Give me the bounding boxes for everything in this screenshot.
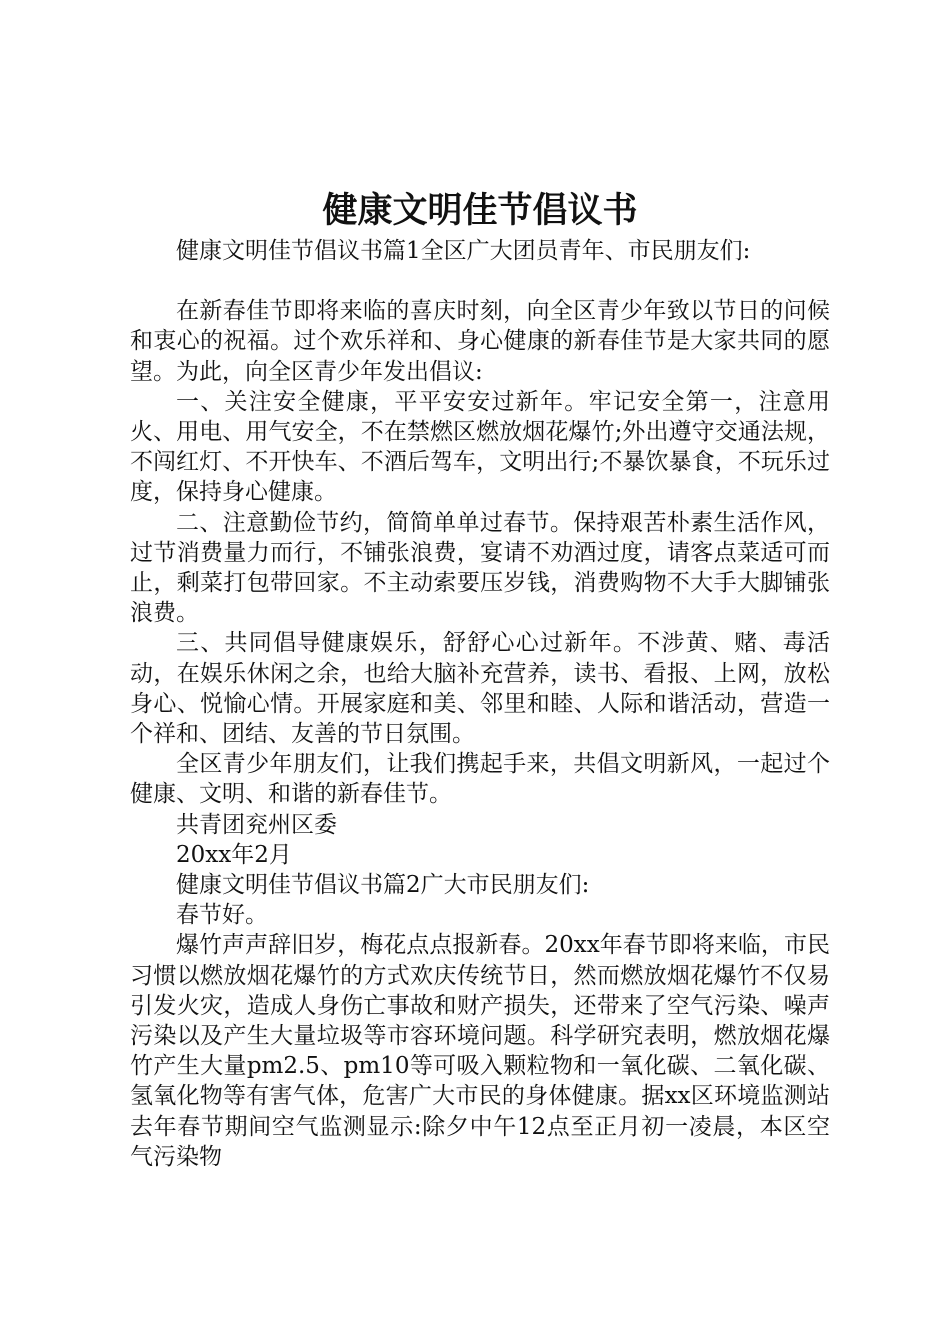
paragraph-closing: 全区青少年朋友们，让我们携起手来，共倡文明新风，一起过个健康、文明、和谐的新春佳节。	[130, 751, 830, 808]
paragraph-greeting-2: 健康文明佳节倡议书篇2广大市民朋友们:	[176, 872, 590, 899]
paragraph-proposal-1: 一、关注安全健康，平平安安过新年。牢记安全第一，注意用火、用电、用气安全，不在禁燃区燃放烟花爆竹;外出遵守交通法规，不闯红灯、不开快车、不酒后驾车，文明出行;不暴饮暴食，不玩乐过度，保持身心健康。	[130, 388, 830, 506]
signature-organization: 共青团兖州区委	[176, 811, 337, 838]
paragraph-body-2: 爆竹声声辞旧岁，梅花点点报新春。20xx年春节即将来临，市民习惯以燃放烟花爆竹的方式欢庆传统节日，然而燃放烟花爆竹不仅易引发火灾，造成人身伤亡事故和财产损失，还带来了空气污染、噪声污染以及产生大量垃圾等市容环境问题。科学研究表明，燃放烟花爆竹产生大量pm2.5、pm10等可吸入颗粒物和一氧化碳、二氧化碳、氢氧化物等有害气体，危害广大市民的身体健康。据xx区环境监测站去年春节期间空气监测显示:除夕中午12点至正月初一凌晨，本区空气污染物	[130, 932, 830, 1170]
paragraph-proposal-3: 三、共同倡导健康娱乐，舒舒心心过新年。不涉黄、赌、毒活动，在娱乐休闲之余，也给大脑补充营养，读书、看报、上网，放松身心、悦愉心情。开展家庭和美、邻里和睦、人际和谐活动，营造一个祥和、团结、友善的节日氛围。	[130, 630, 830, 748]
document-title: 健康文明佳节倡议书	[322, 191, 638, 231]
signature-date: 20xx年2月	[176, 841, 292, 868]
blank-line	[130, 266, 830, 296]
paragraph-salutation: 春节好。	[176, 902, 268, 929]
paragraph-intro: 在新春佳节即将来临的喜庆时刻，向全区青少年致以节日的问候和衷心的祝福。过个欢乐祥和、身心健康的新春佳节是大家共同的愿望。为此，向全区青少年发出倡议:	[130, 298, 830, 385]
paragraph-proposal-2: 二、注意勤俭节约，简简单单过春节。保持艰苦朴素生活作风，过节消费量力而行，不铺张浪费，宴请不劝酒过度，请客点菜适可而止，剩菜打包带回家。不主动索要压岁钱，消费购物不大手大脚铺张浪费。	[130, 509, 830, 627]
paragraph-greeting-1: 健康文明佳节倡议书篇1全区广大团员青年、市民朋友们:	[176, 238, 751, 264]
document-page	[130, 188, 830, 1172]
